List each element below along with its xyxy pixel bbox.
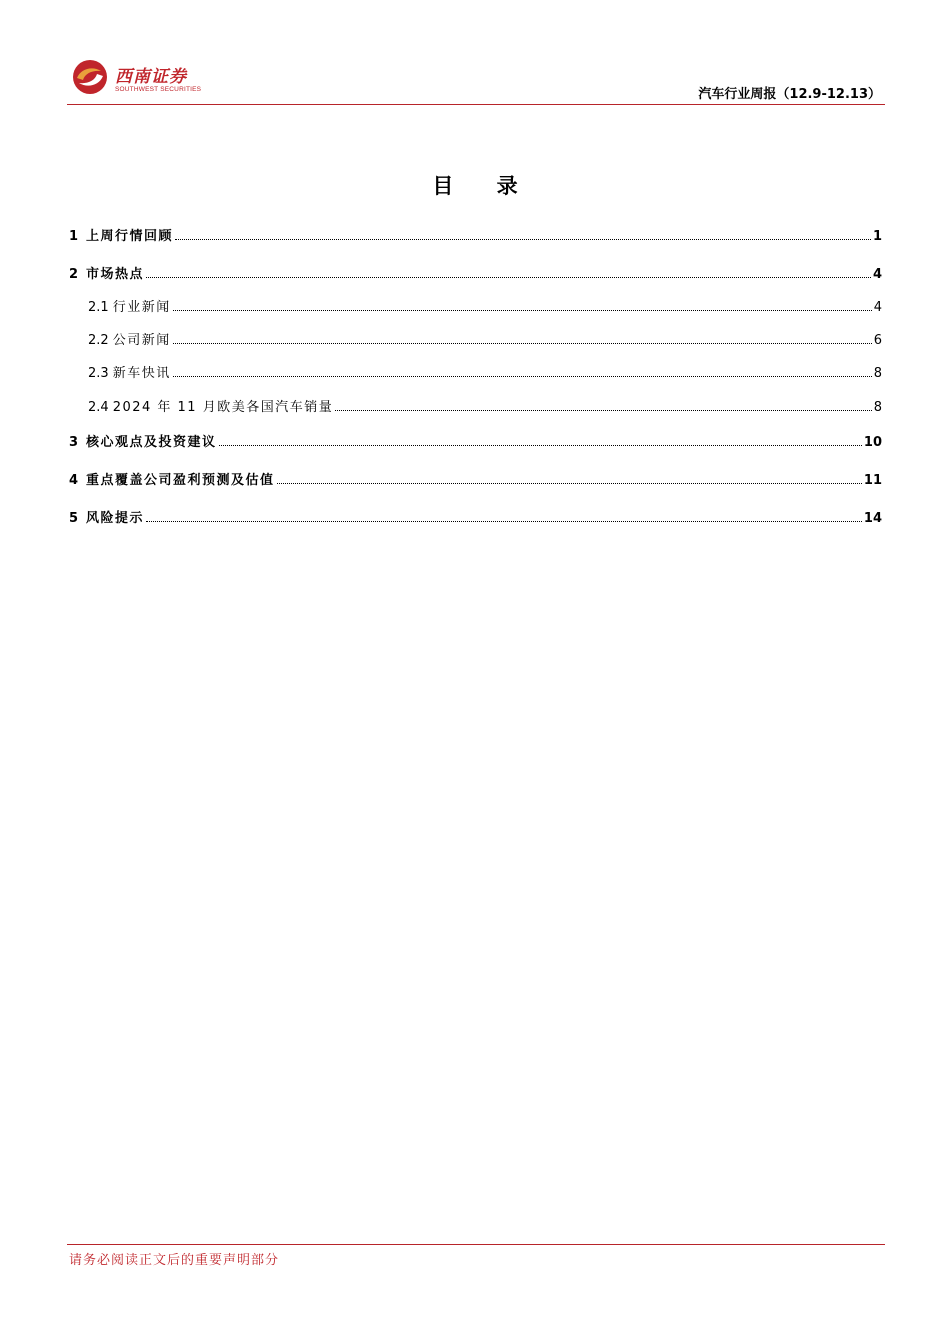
report-title: 汽车行业周报（12.9-12.13） bbox=[698, 87, 881, 102]
toc-entry-page: 4 bbox=[872, 267, 882, 282]
dot-leader bbox=[335, 410, 872, 411]
toc-entry[interactable] bbox=[69, 361, 882, 381]
toc-entry[interactable] bbox=[69, 468, 882, 488]
disclaimer-notice: 请务必阅读正文后的重要声明部分 bbox=[69, 1253, 280, 1268]
toc-entry-page: 11 bbox=[863, 473, 882, 488]
toc-entry-title: 重点覆盖公司盈利预测及估值 bbox=[86, 473, 275, 488]
toc-entry[interactable] bbox=[69, 506, 882, 526]
toc-entry-number: 1 bbox=[69, 229, 79, 244]
page-header bbox=[67, 56, 885, 105]
dot-leader bbox=[175, 239, 871, 240]
toc-entry[interactable] bbox=[69, 295, 882, 315]
dot-leader bbox=[146, 277, 871, 278]
dot-leader bbox=[146, 521, 862, 522]
toc-entry-number: 5 bbox=[69, 511, 79, 526]
toc-entry-number: 2.3 bbox=[88, 366, 109, 381]
dot-leader bbox=[219, 445, 862, 446]
toc-entry-title: 2024 年 11 月欧美各国汽车销量 bbox=[112, 400, 334, 415]
dot-leader bbox=[173, 343, 872, 344]
toc-entry-title: 公司新闻 bbox=[112, 333, 171, 348]
toc-entry[interactable] bbox=[69, 328, 882, 348]
dot-leader bbox=[277, 483, 862, 484]
toc-entry-page: 10 bbox=[863, 435, 882, 450]
toc-title: 目 录 bbox=[432, 174, 536, 198]
page-footer bbox=[67, 1244, 885, 1268]
toc-entry[interactable] bbox=[69, 262, 882, 282]
toc-entry-page: 4 bbox=[873, 300, 882, 315]
toc-entry-title: 核心观点及投资建议 bbox=[86, 435, 217, 450]
dot-leader bbox=[173, 376, 872, 377]
toc-entry-page: 8 bbox=[873, 400, 882, 415]
toc-entry-page: 14 bbox=[863, 511, 882, 526]
toc-entry-page: 6 bbox=[873, 333, 882, 348]
toc-entry[interactable] bbox=[69, 395, 882, 415]
logo-mark-icon bbox=[71, 58, 109, 96]
toc-entry-number: 2.4 bbox=[88, 400, 109, 415]
logo-english-name: SOUTHWEST SECURITIES bbox=[115, 86, 202, 93]
toc-entry-page: 1 bbox=[872, 229, 882, 244]
toc-entry-title: 行业新闻 bbox=[112, 300, 171, 315]
toc-entry-title: 风险提示 bbox=[86, 511, 145, 526]
toc-entry-number: 2 bbox=[69, 267, 79, 282]
toc-entry-title: 上周行情回顾 bbox=[86, 229, 174, 244]
logo-chinese-name: 西南证券 bbox=[115, 67, 187, 87]
dot-leader bbox=[173, 310, 872, 311]
toc-entry-number: 2.2 bbox=[88, 333, 109, 348]
toc-entry-title: 新车快讯 bbox=[112, 366, 171, 381]
toc-entry-page: 8 bbox=[873, 366, 882, 381]
toc-entry-number: 4 bbox=[69, 473, 79, 488]
toc-entry[interactable] bbox=[69, 430, 882, 450]
toc-entry-number: 3 bbox=[69, 435, 79, 450]
toc-entry-number: 2.1 bbox=[88, 300, 109, 315]
toc-entry-title: 市场热点 bbox=[86, 267, 145, 282]
company-logo bbox=[71, 58, 211, 98]
toc-entry[interactable] bbox=[69, 224, 882, 244]
